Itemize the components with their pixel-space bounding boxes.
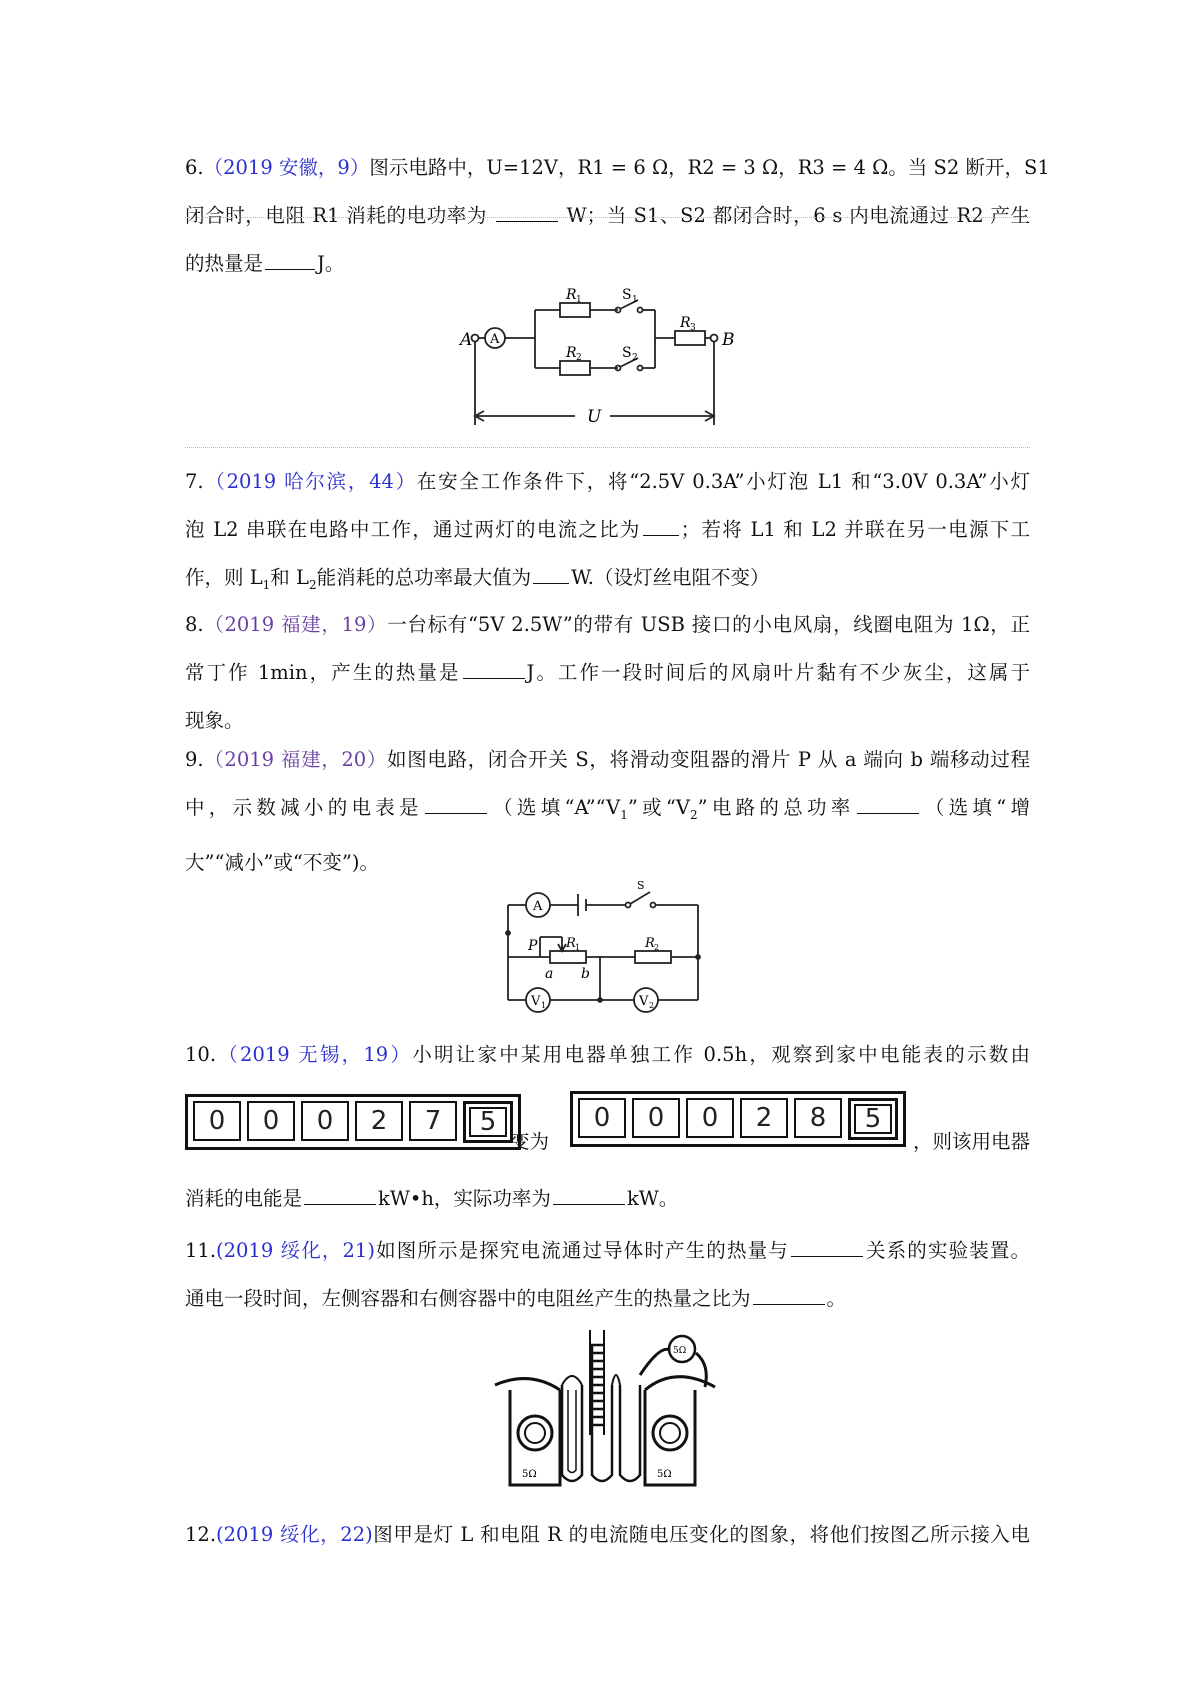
divider (185, 447, 1030, 448)
q6-label-B: B (722, 330, 735, 350)
q7-number: 7. (185, 470, 204, 493)
q6-text-line2b: W；当 S1、S2 都闭合时，6 s 内电流通过 R2 产生 (559, 204, 1031, 227)
q10-text-line1: 小明让家中某用电器单独工作 0.5h，观察到家中电能表的示数由 (412, 1043, 1030, 1066)
q9-blank-2[interactable] (857, 795, 919, 814)
q7-text-line1: 在安全工作条件下，将“2.5V 0.3A”小灯泡 L1 和“3.0V 0.3A”小灯 (416, 470, 1030, 493)
q6-circuit-diagram (460, 287, 735, 432)
q8-text-line2a: 常丁作 1min，产生的热量是 (185, 661, 461, 684)
question-11 (185, 1227, 1030, 1323)
q6-source: （2019 安徽，9） (203, 156, 370, 179)
meter-digit: 2 (355, 1101, 403, 1141)
energy-meter-before (185, 1094, 521, 1150)
meter-digit: 0 (247, 1101, 295, 1141)
q7-source: （2019 哈尔滨，44） (203, 470, 417, 493)
energy-meter-after (570, 1091, 906, 1147)
q10-text-line3c: kW。 (626, 1187, 679, 1210)
q6-text-line3b: J。 (317, 252, 345, 275)
q7-text-line3c: 能消耗的总功率最大值为 (316, 566, 532, 589)
q11-text-line2a: 通电一段时间，左侧容器和右侧容器中的电阻丝产生的热量之比为 (185, 1287, 751, 1310)
q6-label-U: U (587, 407, 602, 427)
q7-text-line2a: 泡 L2 串联在电路中工作，通过两灯的电流之比为 (185, 518, 641, 541)
q11-blank-2[interactable] (753, 1286, 825, 1305)
meter-digit: 5 (848, 1098, 898, 1140)
q9-text-line2e: （选填“增 (920, 796, 1030, 819)
q6-label-S1: S (622, 287, 632, 303)
question-10-line3 (185, 1175, 1030, 1223)
meter-digit: 0 (686, 1098, 734, 1138)
q11-source: (2019 绥化，21) (216, 1239, 375, 1262)
meter-digit: 8 (794, 1098, 842, 1138)
q8-number: 8. (185, 613, 204, 636)
q6-blank-2[interactable] (265, 251, 315, 270)
q9-circuit-diagram (500, 880, 710, 1015)
q6-blank-1[interactable] (496, 203, 558, 222)
q9-text-line2b: （选填“A”“V (488, 796, 621, 819)
meter-digit: 0 (301, 1101, 349, 1141)
q10-text-line3b: kW•h，实际功率为 (378, 1187, 551, 1210)
q8-blank-1[interactable] (463, 660, 525, 679)
q6-number: 6. (185, 156, 204, 179)
q7-sub-2: 2 (308, 577, 317, 592)
q6-text-line3a: 的热量是 (185, 252, 264, 275)
q10-text-mid: 变为 (510, 1130, 550, 1153)
q10-number: 10. (185, 1043, 217, 1066)
q9-source: （2019 福建，20） (203, 748, 388, 771)
q6-label-R3-sub: 3 (690, 323, 696, 333)
q10-tail-text (895, 1118, 1030, 1166)
meter-digit: 5 (463, 1101, 513, 1143)
q10-blank-2[interactable] (553, 1186, 625, 1205)
q9-label-V2-sub: 2 (649, 1001, 655, 1010)
q9-label-R1: R (566, 936, 576, 951)
q11-apparatus-diagram (500, 1325, 710, 1495)
q11-text-line1b: 关系的实验装置。 (864, 1239, 1030, 1262)
divider (185, 217, 1030, 218)
q11-label-right-resistor: 5Ω (657, 1469, 672, 1480)
q9-number: 9. (185, 748, 204, 771)
q6-label-R2: R (566, 345, 577, 361)
q7-text-line3d: W.（设灯丝电阻不变） (571, 566, 770, 589)
q6-label-S2: S (622, 345, 632, 361)
q9-blank-1[interactable] (425, 795, 487, 814)
meter-digit: 0 (193, 1101, 241, 1141)
q10-text-tail: ，则该用电器 (912, 1130, 1030, 1153)
voltmeter-icon: V (531, 994, 541, 1009)
q7-sub-1: 1 (262, 577, 271, 592)
q12-text-line1: 图甲是灯 L 和电阻 R 的电流随电压变化的图象，将他们按图乙所示接入电 (372, 1523, 1030, 1546)
q9-text-line3: 大”“减小”或“不变”)。 (185, 850, 379, 874)
q8-source: （2019 福建，19） (203, 613, 388, 636)
question-8 (185, 601, 1030, 745)
ammeter-icon: A (533, 899, 543, 914)
q10-source: （2019 无锡，19） (216, 1043, 413, 1066)
q9-label-S: S (637, 879, 645, 892)
q6-text-line2a: 闭合时，电阻 R1 消耗的电功率为 (185, 204, 494, 227)
question-6 (185, 144, 1050, 288)
meter-digit: 0 (632, 1098, 680, 1138)
q9-text-line2c: ”或“V (627, 796, 690, 819)
q12-source: (2019 绥化，22) (216, 1523, 373, 1546)
meter-digit: 2 (740, 1098, 788, 1138)
q9-label-b: b (581, 966, 590, 982)
q9-label-a: a (545, 966, 554, 982)
question-12 (185, 1511, 1030, 1559)
q11-text-line2b: 。 (826, 1287, 847, 1310)
question-7 (185, 458, 1030, 609)
q11-number: 11. (185, 1239, 217, 1262)
q6-label-S1-sub: 1 (632, 295, 638, 305)
q6-label-R1-sub: 1 (576, 295, 582, 305)
q9-sub-2: 2 (689, 807, 698, 822)
q6-label-S2-sub: 2 (632, 353, 638, 363)
q9-sub-1: 1 (620, 807, 628, 822)
q6-label-A: A (460, 330, 473, 350)
meter-digit: 0 (578, 1098, 626, 1138)
q9-label-R2: R (645, 936, 655, 951)
q9-label-V1-sub: 1 (541, 1001, 547, 1010)
q6-label-R2-sub: 2 (576, 353, 582, 363)
ammeter-icon: A (490, 332, 500, 347)
q8-text-line2b: J。工作一段时间后的风扇叶片黏有不少灰尘，这属于 (526, 661, 1030, 684)
q9-text-line2d: ”电路的总功率 (697, 796, 855, 819)
q7-blank-1[interactable] (643, 517, 679, 536)
q8-text-line3: 现象。 (185, 709, 244, 732)
q6-label-R3: R (680, 315, 691, 331)
question-10 (185, 1031, 1030, 1079)
q7-text-line3a: 作，则 L (185, 566, 263, 589)
meter-digit: 7 (409, 1101, 457, 1141)
q11-text-line1a: 如图所示是探究电流通过导体时产生的热量与 (374, 1239, 789, 1262)
q9-label-P: P (528, 938, 538, 954)
q7-text-line3b: 和 L (270, 566, 309, 589)
q9-text-line2a: 中，示数减小的电表是 (185, 796, 423, 819)
q6-label-R1: R (566, 287, 577, 303)
q7-text-line2b: ；若将 L1 和 L2 并联在另一电源下工 (680, 518, 1030, 541)
q8-text-line1: 一台标有“5V 2.5W”的带有 USB 接口的小电风扇，线圈电阻为 1Ω，正 (387, 613, 1030, 636)
q10-mid-text (510, 1118, 570, 1166)
question-9 (185, 736, 1030, 887)
q11-blank-1[interactable] (791, 1238, 863, 1257)
voltmeter-icon: V (639, 994, 649, 1009)
q12-number: 12. (185, 1523, 217, 1546)
q10-blank-1[interactable] (304, 1186, 376, 1205)
q11-label-left-resistor: 5Ω (522, 1469, 537, 1480)
q6-text-line1: 图示电路中，U=12V，R1 = 6 Ω，R2 = 3 Ω，R3 = 4 Ω。当 S2 断开，S1 (369, 156, 1050, 179)
q9-text-line1: 如图电路，闭合开关 S，将滑动变阻器的滑片 P 从 a 端向 b 端移动过程 (387, 748, 1031, 771)
q10-text-line3a: 消耗的电能是 (185, 1187, 303, 1210)
q7-blank-2[interactable] (533, 565, 569, 584)
q9-label-R2-sub: 2 (654, 943, 660, 952)
q9-label-R1-sub: 1 (575, 943, 581, 952)
q11-label-top-resistor: 5Ω (673, 1346, 687, 1356)
